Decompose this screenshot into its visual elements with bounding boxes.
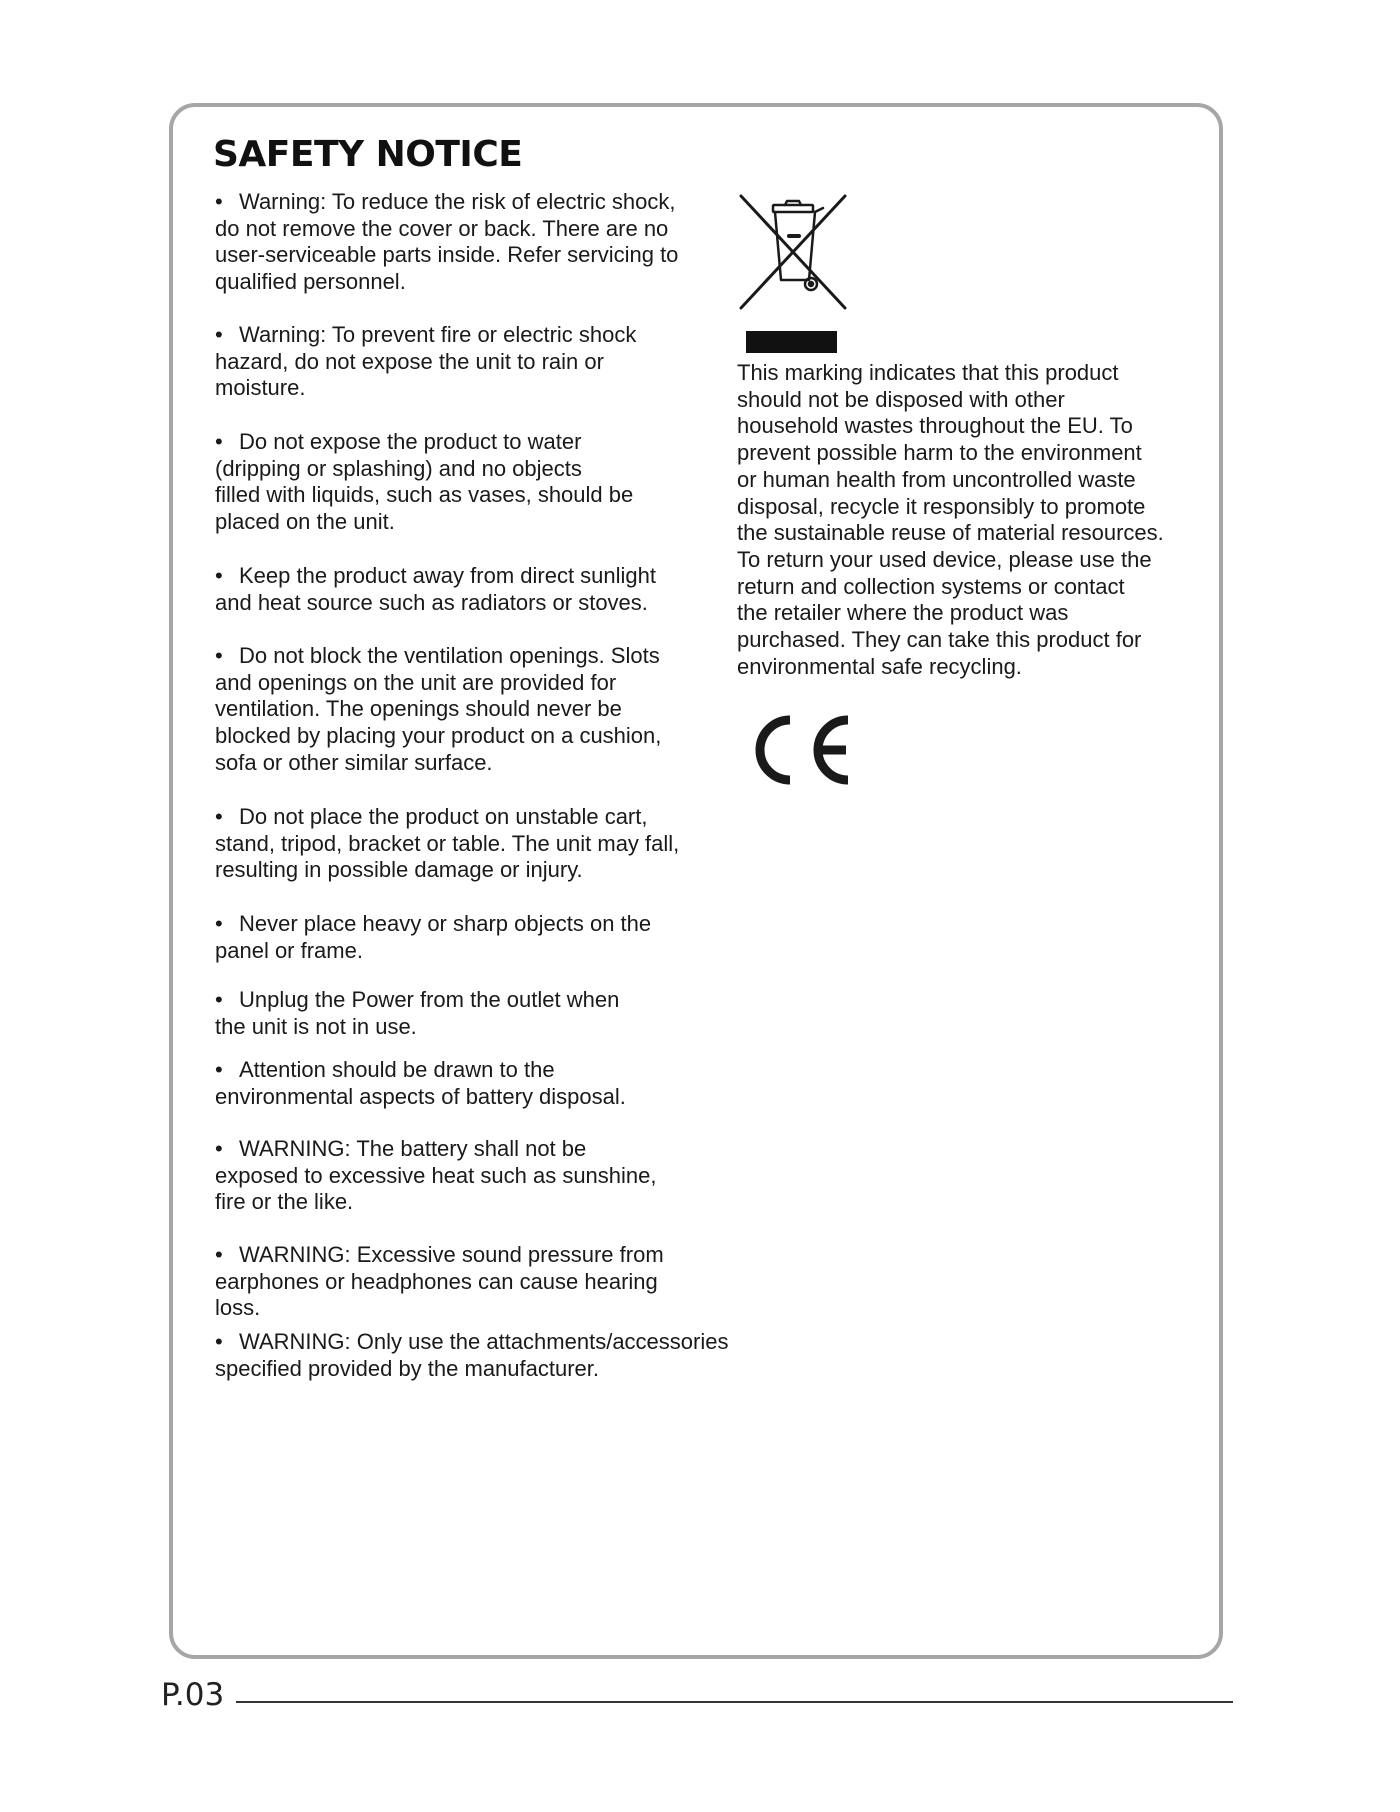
page-number: P.03 <box>161 1677 225 1713</box>
warning-text-12: WARNING: Only use the attachments/accessories specified provided by the manufacturer. <box>215 1329 729 1381</box>
bullet: • <box>215 643 223 668</box>
warning-item-10 <box>215 1136 775 1216</box>
crossed-out-wheelie-bin-icon <box>737 192 849 312</box>
warning-text-11: WARNING: Excessive sound pressure from earphones or headphones can cause hearing loss. <box>215 1242 664 1321</box>
bullet: • <box>215 322 223 347</box>
bullet: • <box>215 911 223 936</box>
warning-text-4: Keep the product away from direct sunlight and heat source such as radiators or stoves. <box>215 563 657 615</box>
bullet: • <box>215 987 223 1012</box>
bullet: • <box>215 1057 223 1082</box>
bullet: • <box>215 429 223 454</box>
bullet: • <box>215 1329 223 1354</box>
page-title: SAFETY NOTICE <box>213 134 523 175</box>
warning-item-2 <box>215 322 775 402</box>
warning-item-8 <box>215 987 775 1040</box>
warning-text-2: Warning: To prevent fire or electric shock hazard, do not expose the unit to rain or moisture. <box>215 322 637 401</box>
warning-item-9 <box>215 1057 775 1110</box>
warning-text-1: Warning: To reduce the risk of electric shock, do not remove the cover or back. There are no user-serviceable parts inside. Refer servicing to qualified personnel. <box>215 189 679 295</box>
warning-item-7 <box>215 911 775 964</box>
warning-text-8: Unplug the Power from the outlet when the unit is not in use. <box>215 987 620 1039</box>
warning-text-7: Never place heavy or sharp objects on the panel or frame. <box>215 911 652 963</box>
warning-text-6: Do not place the product on unstable cart, stand, tripod, bracket or table. The unit may fall, resulting in possible damage or injury. <box>215 804 680 883</box>
weee-disposal-text: This marking indicates that this product should not be disposed with other household wastes throughout the EU. To prevent possible harm to the environment or human health from uncontrolled waste disposal, recycle it responsibly to promote the sustainable reuse of material resources. To return your used device, please use the return and collection systems or contact the retailer where the product was purchased. They can take this product for environmental safe recycling. <box>737 360 1164 679</box>
bullet: • <box>215 804 223 829</box>
warning-item-11 <box>215 1242 775 1322</box>
warning-item-5 <box>215 643 775 777</box>
warning-item-1 <box>215 189 775 296</box>
weee-black-bar <box>746 331 837 353</box>
warning-item-3 <box>215 429 775 536</box>
ce-mark-icon <box>748 712 854 788</box>
bullet: • <box>215 1136 223 1161</box>
warning-text-9: Attention should be drawn to the environmental aspects of battery disposal. <box>215 1057 626 1109</box>
footer-divider <box>236 1701 1233 1703</box>
warning-item-12 <box>215 1329 815 1382</box>
bullet: • <box>215 189 223 214</box>
warning-item-4 <box>215 563 775 616</box>
bullet: • <box>215 563 223 588</box>
bullet: • <box>215 1242 223 1267</box>
warning-item-6 <box>215 804 775 884</box>
warning-text-3: Do not expose the product to water (dripping or splashing) and no objects filled with liquids, such as vases, should be placed on the unit. <box>215 429 634 535</box>
warning-text-5: Do not block the ventilation openings. Slots and openings on the unit are provided for ventilation. The openings should never be blocked by placing your product on a cushion, sofa or other similar surface. <box>215 643 662 775</box>
warning-text-10: WARNING: The battery shall not be exposed to excessive heat such as sunshine, fire or the like. <box>215 1136 657 1215</box>
